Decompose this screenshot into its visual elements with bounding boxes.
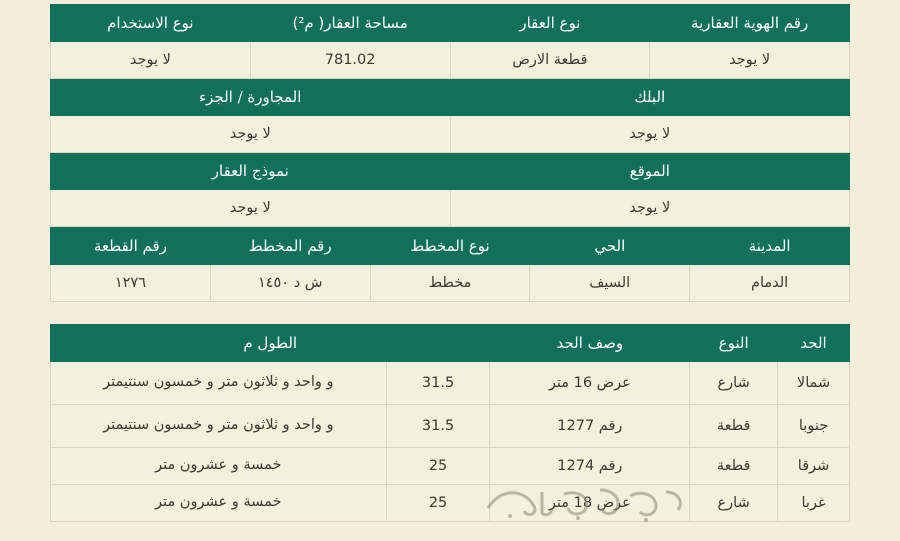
plan-details-table <box>50 227 850 302</box>
header-district: الحي <box>530 228 690 265</box>
value-location: لا يوجد <box>450 190 850 227</box>
limit-direction: جنوبا <box>778 405 850 448</box>
table-header-row <box>51 153 850 190</box>
header-usage-type: نوع الاستخدام <box>51 5 251 42</box>
limit-direction: شمالا <box>778 362 850 405</box>
limit-length-text: خمسة و عشرون متر <box>51 448 387 485</box>
header-city: المدينة <box>690 228 850 265</box>
header-block: البلك <box>450 79 850 116</box>
value-plan-number: ش د ١٤٥٠ <box>210 265 370 302</box>
header-limit-description: وصف الحد <box>490 325 690 362</box>
table-header-row <box>51 325 850 362</box>
header-plan-number: رقم المخطط <box>210 228 370 265</box>
table-row <box>51 362 850 405</box>
table-row <box>51 265 850 302</box>
table-row <box>51 405 850 448</box>
table-row <box>51 190 850 227</box>
limits-table <box>50 324 850 522</box>
limit-type: قطعة <box>690 405 778 448</box>
limit-direction: غربا <box>778 485 850 522</box>
header-limit: الحد <box>778 325 850 362</box>
limit-length-text: و واحد و ثلاثون متر و خمسون سنتيمتر <box>51 405 387 448</box>
table-row <box>51 42 850 79</box>
header-property-area: مساحة العقار( م²) <box>250 5 450 42</box>
property-details-table <box>50 4 850 227</box>
table-header-row <box>51 79 850 116</box>
value-city: الدمام <box>690 265 850 302</box>
header-neighboring-part: المجاورة / الجزء <box>51 79 451 116</box>
value-property-type: قطعة الارض <box>450 42 650 79</box>
header-location: الموقع <box>450 153 850 190</box>
limit-direction: شرقا <box>778 448 850 485</box>
value-property-id: لا يوجد <box>650 42 850 79</box>
limit-length-number: 25 <box>386 485 490 522</box>
limit-length-number: 31.5 <box>386 362 490 405</box>
header-parcel-number: رقم القطعة <box>51 228 211 265</box>
table-row <box>51 485 850 522</box>
header-plan-type: نوع المخطط <box>370 228 530 265</box>
limit-description: رقم 1274 <box>490 448 690 485</box>
header-limit-type: النوع <box>690 325 778 362</box>
limit-length-text: و واحد و ثلاثون متر و خمسون سنتيمتر <box>51 362 387 405</box>
table-header-row <box>51 5 850 42</box>
limit-description: رقم 1277 <box>490 405 690 448</box>
value-property-model: لا يوجد <box>51 190 451 227</box>
header-property-id: رقم الهوية العقارية <box>650 5 850 42</box>
header-limit-length: الطول م <box>51 325 490 362</box>
value-block: لا يوجد <box>450 116 850 153</box>
value-neighboring-part: لا يوجد <box>51 116 451 153</box>
value-plan-type: مخطط <box>370 265 530 302</box>
limit-length-number: 31.5 <box>386 405 490 448</box>
limit-description: عرض 16 متر <box>490 362 690 405</box>
table-row <box>51 116 850 153</box>
limit-length-number: 25 <box>386 448 490 485</box>
value-property-area: 781.02 <box>250 42 450 79</box>
table-row <box>51 448 850 485</box>
header-property-model: نموذج العقار <box>51 153 451 190</box>
table-header-row <box>51 228 850 265</box>
limit-description: عرض 18 متر <box>490 485 690 522</box>
limit-length-text: خمسة و عشرون متر <box>51 485 387 522</box>
limit-type: شارع <box>690 362 778 405</box>
value-district: السيف <box>530 265 690 302</box>
header-property-type: نوع العقار <box>450 5 650 42</box>
value-parcel-number: ١٢٧٦ <box>51 265 211 302</box>
value-usage-type: لا يوجد <box>51 42 251 79</box>
limit-type: شارع <box>690 485 778 522</box>
limit-type: قطعة <box>690 448 778 485</box>
